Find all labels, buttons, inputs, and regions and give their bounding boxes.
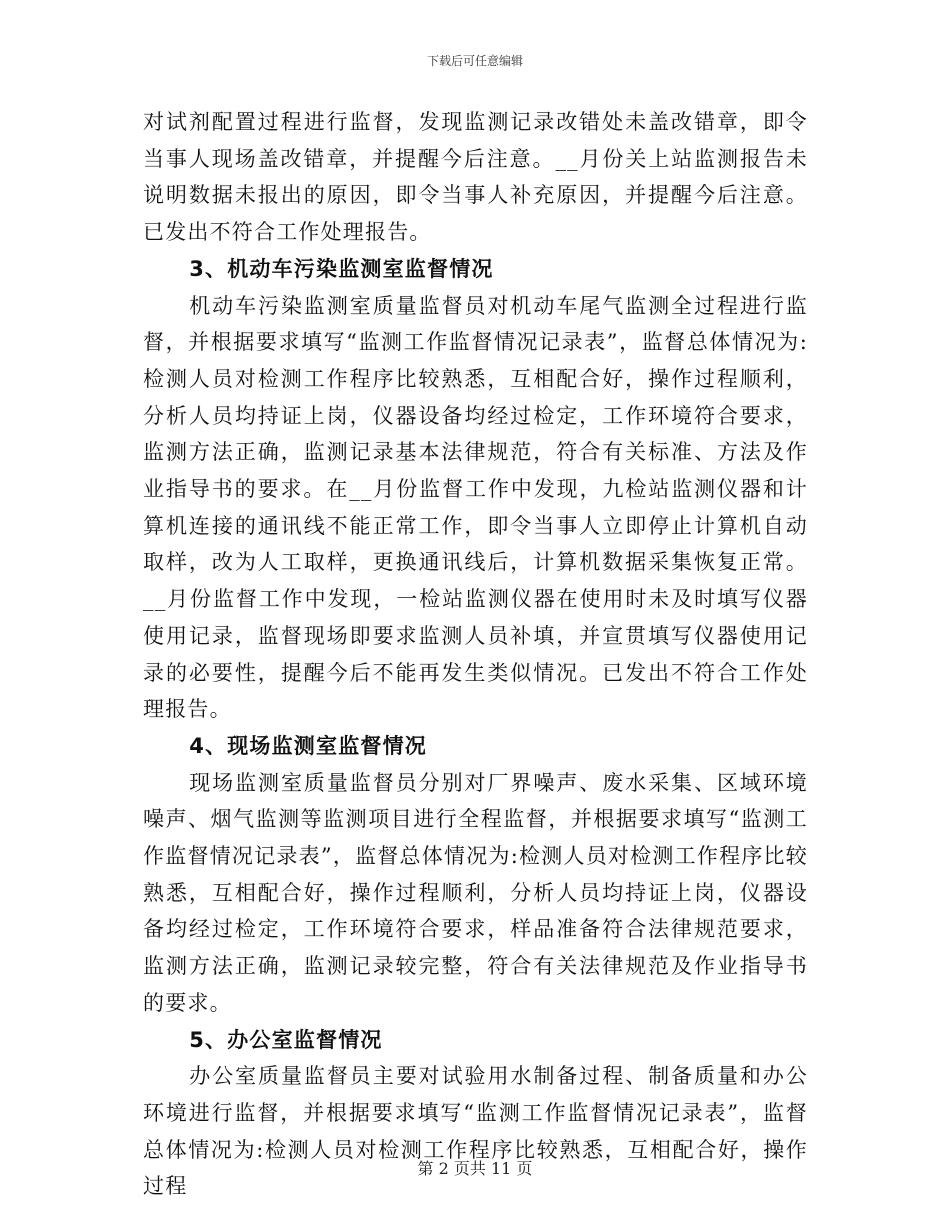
paragraph-field-lab: 现场监测室质量监督员分别对厂界噪声、废水采集、区域环境噪声、烟气监测等监测项目进行全程监督，并根据要求填写“监测工作监督情况记录表”，监督总体情况为:检测人员对检测工作程序比较熟悉，互相配合好，操作过程顺利，分析人员均持证上岗，仪器设备均经过检定，工作环境符合要求，样品准备符合法律规范要求，监测方法正确，监测记录较完整，符合有关法律规范及作业指导书的要求。 bbox=[143, 770, 808, 1015]
paragraph-office: 办公室质量监督员主要对试验用水制备过程、制备质量和办公环境进行监督，并根据要求填写“监测工作监督情况记录表”，监督总体情况为:检测人员对检测工作程序比较熟悉，互相配合好，操作过程 bbox=[143, 1064, 808, 1199]
paragraph-reagent-supervision: 对试剂配置过程进行监督，发现监测记录改错处未盖改错章，即令当事人现场盖改错章，并提醒今后注意。__月份关上站监测报告未说明数据未报出的原因，即令当事人补充原因，并提醒今后注意。已发出不符合工作处理报告。 bbox=[143, 110, 808, 245]
document-body bbox=[143, 104, 808, 1205]
page-number: 第 2 页共 11 页 bbox=[417, 1159, 533, 1178]
section-heading-office: 5、办公室监督情况 bbox=[189, 1027, 383, 1052]
section-heading-vehicle-lab: 3、机动车污染监测室监督情况 bbox=[189, 256, 494, 281]
section-heading-field-lab: 4、现场监测室监督情况 bbox=[189, 733, 427, 758]
header-note: 下载后可任意编辑 bbox=[426, 54, 523, 68]
paragraph-vehicle-lab: 机动车污染监测室质量监督员对机动车尾气监测全过程进行监督，并根据要求填写“监测工作监督情况记录表”，监督总体情况为:检测人员对检测工作程序比较熟悉，互相配合好，操作过程顺利，分析人员均持证上岗，仪器设备均经过检定，工作环境符合要求，监测方法正确，监测记录基本法律规范，符合有关标准、方法及作业指导书的要求。在__月份监督工作中发现，九检站监测仪器和计算机连接的通讯线不能正常工作，即令当事人立即停止计算机自动取样，改为人工取样，更换通讯线后，计算机数据采集恢复正常。__月份监督工作中发现，一检站监测仪器在使用时未及时填写仪器使用记录，监督现场即要求监测人员补填，并宣贯填写仪器使用记录的必要性，提醒今后不能再发生类似情况。已发出不符合工作处理报告。 bbox=[143, 293, 808, 722]
